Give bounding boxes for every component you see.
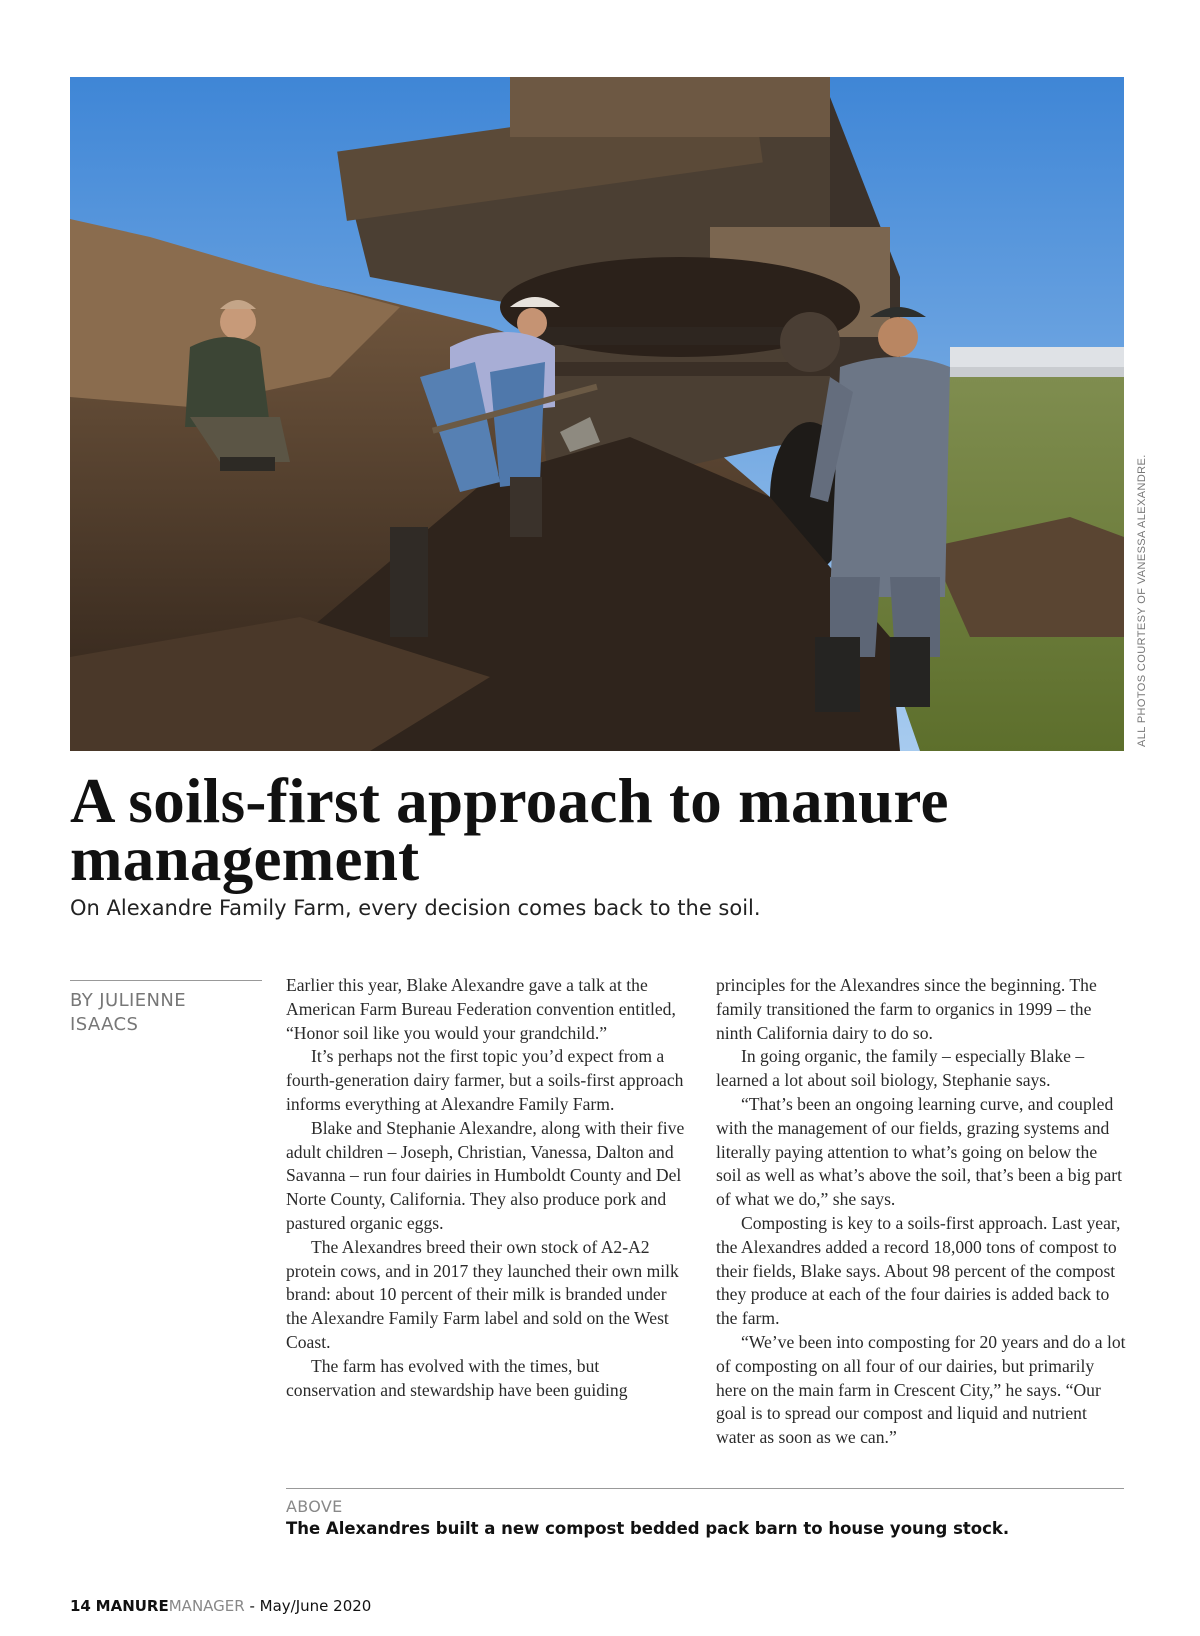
page-footer: [70, 1597, 371, 1615]
photo-credit: ALL PHOTOS COURTESY OF VANESSA ALEXANDRE.: [1136, 454, 1148, 747]
paragraph: “That’s been an ongoing learning curve, and coupled with the management of our fields, grazing systems and literally paying attention to what’s going on below the soil as well as what’s above the soil, that’s been a big part of what we do,” she says.: [716, 1093, 1123, 1210]
paragraph: It’s perhaps not the first topic you’d expect from a fourth-generation dairy farmer, but a soils-first approach informs everything at Alexandre Family Farm.: [286, 1046, 684, 1114]
headline-line-2: management: [70, 824, 420, 894]
paragraph: principles for the Alexandres since the beginning. The family transitioned the farm to organics in 1999 – the ninth California dairy to do so.: [716, 975, 1097, 1043]
caption-text: The Alexandres built a new compost bedded pack barn to house young stock.: [286, 1519, 1010, 1538]
caption-divider: [286, 1488, 1124, 1489]
article-headline: [70, 766, 1150, 894]
brand-bold: MANURE: [95, 1597, 169, 1615]
issue-date: - May/June 2020: [249, 1597, 372, 1615]
byline: [70, 989, 262, 1037]
byline-divider: [70, 980, 262, 981]
paragraph: Blake and Stephanie Alexandre, along with their five adult children – Joseph, Christian, Vanessa, Dalton and Savanna – run four dairies in Humboldt County and Del Norte County, California. They also produce pork and pastured organic eggs.: [286, 1117, 685, 1233]
headline-line-1: A soils-first approach to manure: [70, 766, 949, 836]
paragraph: The farm has evolved with the times, but conservation and stewardship have been guiding: [286, 1355, 628, 1400]
article-photo: [70, 77, 1124, 751]
paragraph: Earlier this year, Blake Alexandre gave a talk at the American Farm Bureau Federation convention entitled, “Honor soil like you would your grandchild.”: [286, 975, 676, 1043]
paragraph: Composting is key to a soils-first approach. Last year, the Alexandres added a record 18,000 tons of compost to their fields, Blake says. About 98 percent of the compost they produce at each of the four dairies is added back to the farm.: [716, 1212, 1121, 1329]
compost-spreader-illustration: [70, 77, 1124, 751]
body-column-2: [716, 974, 1126, 1450]
body-column-1: [286, 974, 692, 1402]
article-deck: On Alexandre Family Farm, every decision comes back to the soil.: [70, 896, 761, 920]
brand-light: MANAGER: [168, 1597, 245, 1615]
paragraph: The Alexandres breed their own stock of A2-A2 protein cows, and in 2017 they launched their own milk brand: about 10 percent of their milk is branded under the Alexandre Family Farm label and sold on the West Coast.: [286, 1236, 679, 1352]
caption-label: ABOVE: [286, 1497, 343, 1516]
paragraph: “We’ve been into composting for 20 years and do a lot of composting on all four of our dairies, but primarily here on the main farm in Crescent City,” he says. “Our goal is to spread our compost and liquid and nutrient water as soon as we can.”: [716, 1331, 1126, 1448]
byline-line-2: ISAACS: [70, 1014, 139, 1035]
byline-line-1: BY JULIENNE: [70, 990, 186, 1011]
page-number: 14: [70, 1597, 91, 1615]
paragraph: In going organic, the family – especially Blake – learned a lot about soil biology, Stephanie says.: [716, 1046, 1085, 1091]
